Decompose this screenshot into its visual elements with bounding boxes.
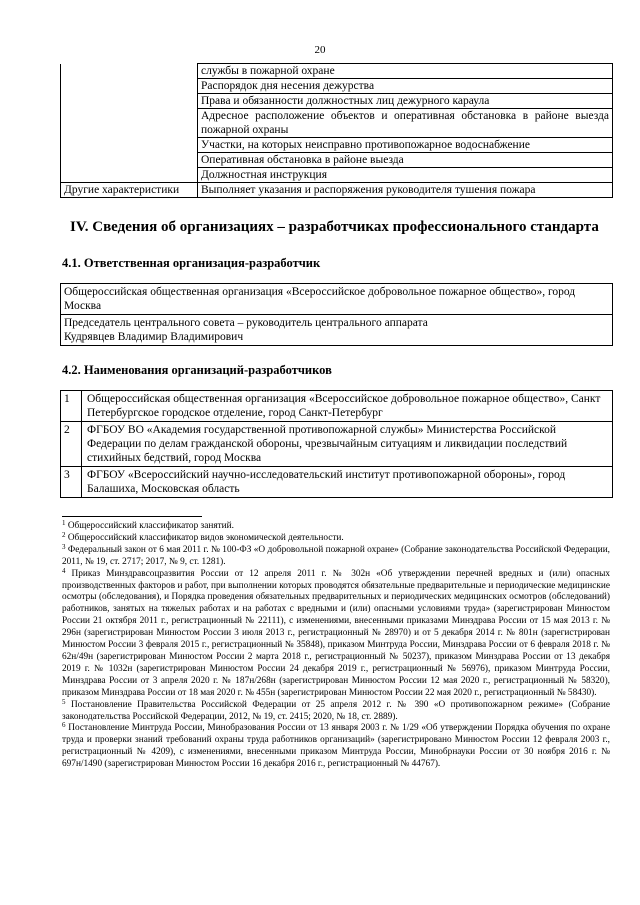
table-row — [61, 153, 613, 168]
row-value-cell: Участки, на которых неисправно противопожарное водоснабжение — [198, 138, 613, 153]
signatory-name: Кудрявцев Владимир Владимирович — [64, 331, 244, 343]
qualification-table — [60, 63, 613, 198]
footnote-text: Общероссийский классификатор занятий. — [67, 521, 234, 531]
table-row — [61, 315, 613, 346]
footnote — [62, 542, 610, 569]
table-row — [61, 94, 613, 109]
footnote — [62, 566, 610, 700]
table-row — [61, 284, 613, 315]
footnotes — [62, 521, 610, 771]
row-label-cell — [61, 153, 198, 168]
table-row — [61, 422, 613, 467]
row-label-cell: Другие характеристики — [61, 183, 198, 198]
footnote-mark: 4 — [62, 566, 66, 575]
row-label-cell — [61, 64, 198, 79]
row-value-cell: службы в пожарной охране — [198, 64, 613, 79]
developer-org-name: ФГБОУ «Всероссийский научно-исследовательский институт противопожарной обороны», город Балашиха, Московская область — [82, 467, 613, 498]
row-label-cell — [61, 168, 198, 183]
footnote-mark: 5 — [62, 697, 66, 706]
table-row — [61, 109, 613, 138]
row-value-cell: Адресное расположение объектов и оперативная обстановка в районе выезда пожарной охраны — [198, 109, 613, 138]
row-number: 3 — [61, 467, 82, 498]
developer-orgs-heading: 4.2. Наименования организаций-разработчиков — [62, 363, 332, 377]
footnote-mark: 3 — [62, 542, 66, 551]
row-label-cell — [61, 109, 198, 138]
table-row — [61, 64, 613, 79]
table-row — [61, 183, 613, 198]
footnote — [62, 723, 610, 771]
responsible-signatory — [61, 315, 613, 346]
row-number: 1 — [61, 391, 82, 422]
responsible-org-table — [60, 283, 613, 346]
row-label-cell — [61, 94, 198, 109]
table-row — [61, 79, 613, 94]
responsible-org-heading: 4.1. Ответственная организация-разработчик — [62, 256, 321, 270]
row-value-cell: Распорядок дня несения дежурства — [198, 79, 613, 94]
footnote-mark: 6 — [62, 721, 66, 730]
footnote-text: Постановление Правительства Российской Федерации от 25 апреля 2012 г. № 390 «О противопожарном режиме» (Собрание законодательства Российской Федерации, 2012, № 19, ст. 2415; 2020, № 18, ст. 2889). — [62, 699, 610, 722]
developer-orgs-table — [60, 390, 613, 498]
footnote — [62, 521, 610, 533]
footnote-separator — [62, 516, 202, 517]
footnote-mark: 1 — [62, 519, 66, 527]
responsible-org-name: Общероссийская общественная организация «Всероссийское добровольное пожарное общество», город Москва — [61, 284, 613, 315]
footnote — [62, 530, 610, 545]
table-row — [61, 391, 613, 422]
developer-org-name: ФГБОУ ВО «Академия государственной противопожарной службы» Министерства Российской Федерации по делам гражданской обороны, чрезвычайным ситуациям и ликвидации последствий стихийных бедствий, город Москва — [82, 422, 613, 467]
page-number: 20 — [314, 44, 326, 56]
row-value-cell: Должностная инструкция — [198, 168, 613, 183]
signatory-position: Председатель центрального совета – руководитель центрального аппарата — [64, 317, 428, 329]
row-number: 2 — [61, 422, 82, 467]
footnote-text: Постановление Минтруда России, Минобразования России от 13 января 2003 г. № 1/29 «Об утверждении Порядка обучения по охране труда и проверки знаний требований охраны труда работников организаций» (зарегистрировано Минюстом России 12 февраля 2003 г., регистрационный № 4209), с изменениями, внесенными приказом Минтруда России, Минобрнауки России от 30 ноября 2016 г. № 697н/1490 (зарегистрирован Минюстом России 16 декабря 2016 г., регистрационный № 44767). — [62, 723, 610, 770]
row-value-cell: Выполняет указания и распоряжения руководителя тушения пожара — [198, 183, 613, 198]
section-title: IV. Сведения об организациях – разработчиках профессионального стандарта — [70, 219, 599, 235]
footnote-text: Общероссийский классификатор видов экономической деятельности. — [67, 532, 344, 543]
row-value-cell: Оперативная обстановка в районе выезда — [198, 153, 613, 168]
row-label-cell — [61, 79, 198, 94]
table-row — [61, 467, 613, 498]
table-row — [61, 168, 613, 183]
footnote-mark: 2 — [62, 530, 66, 539]
footnote — [62, 697, 610, 724]
row-value-cell: Права и обязанности должностных лиц дежурного караула — [198, 94, 613, 109]
table-row — [61, 138, 613, 153]
row-label-cell — [61, 138, 198, 153]
developer-org-name: Общероссийская общественная организация «Всероссийское добровольное пожарное общество», Санкт Петербургское городское отделение, город Санкт-Петербург — [82, 391, 613, 422]
footnote-text: Приказ Минздравсоцразвития России от 12 апреля 2011 г. № 302н «Об утверждении перечней вредных и (или) опасных производственных факторов и работ, при выполнении которых проводятся обязательные предварительные и периодические медицинские осмотры (обследования), и Порядка проведения обязательных предварительных и периодических медицинских осмотров (обследований) работников, занятых на тяжелых работах и на работах с вредными и (или) опасными условиями труда» (зарегистрирован Минюстом России 21 октября 2011 г., регистрационный № 22111), с изменениями, внесенными приказами Минздрава России от 15 мая 2013 г. № 296н (зарегистрирован Минюстом России 3 июля 2013 г., регистрационный № 28970) и от 5 декабря 2014 г. № 801н (зарегистрирован Минюстом России 3 февраля 2015 г., регистрационный № 35848), приказом Минтруда России, Минздрава России от 6 февраля 2018 г. № 62н/49н (зарегистрирован Минюстом России 2 марта 2018 г., регистрационный № 50237), приказом Минздрава России от 13 декабря 2019 г. № 1032н (зарегистрирован Минюстом России 24 декабря 2019 г., регистрационный № 56976), приказом Минтруда России, Минздрава России от 3 апреля 2020 г. № 187н/268н (зарегистрирован Минюстом России 12 мая 2020 г., регистрационный № 58320), приказом Минздрава России от 18 мая 2020 г. № 455н (зарегистрирован Минюстом России 22 мая 2020 г., регистрационный № 58430). — [62, 568, 610, 698]
footnote-text: Федеральный закон от 6 мая 2011 г. № 100-ФЗ «О добровольной пожарной охране» (Собрание законодательства Российской Федерации, 2011, № 19, ст. 2717; 2017, № 9, ст. 1281). — [62, 544, 610, 567]
